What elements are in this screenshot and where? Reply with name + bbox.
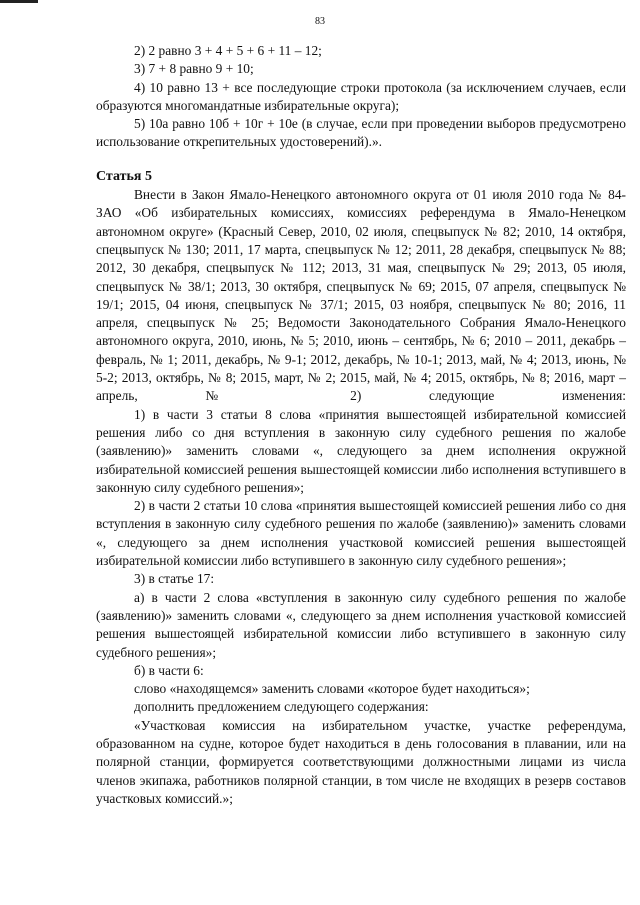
- amendment-3b: б) в части 6:: [134, 662, 204, 678]
- formula-line-5: 5) 10а равно 10б + 10г + 10е (в случае, если при проведении выборов предусмотрено использование открепительных удостоверений).».: [96, 116, 626, 150]
- corner-mark: [0, 0, 38, 3]
- amendment-3b-quote: «Участковая комиссия на избирательном участке, участке референдума, образованном на судне, которое будет находиться в день голосования в плавании, или на полярной станции, формируется соответствующими должностными лицами из числа членов экипажа, работников полярной станции, в том числе не входящих в резерв составов участковых комиссий.»;: [96, 717, 626, 806]
- document-body: [96, 42, 626, 808]
- page-number: 83: [315, 16, 325, 27]
- amendment-1: 1) в части 3 статьи 8 слова «принятия вышестоящей избирательной комиссией решения либо со дня вступления в законную силу судебного решения по жалобе (заявлению)» заменить словами «, следующего за днем исполнения окружной избирательной комиссией решения вышестоящей комиссии либо исполнения вступившего в законную силу судебного решения»;: [96, 406, 626, 495]
- amendment-3b-add: дополнить предложением следующего содержания:: [134, 699, 429, 715]
- amendment-3: 3) в статье 17:: [134, 571, 215, 587]
- article-heading: Статья 5: [96, 168, 152, 184]
- article-intro-paragraph: Внести в Закон Ямало-Ненецкого автономного округа от 01 июля 2010 года № 84-ЗАО «Об избирательных комиссиях, комиссиях референдума в Ямало-Ненецком автономном округе» (Красный Север, 2010, 02 июля, спецвыпуск № 82; 2010, 14 октября, спецвыпуск № 130; 2011, 17 марта, спецвыпуск № 12; 2011, 28 декабря, спецвыпуск № 88; 2012, 30 декабря, спецвыпуск № 112; 2013, 31 мая, спецвыпуск № 29; 2013, 05 июля, спецвыпуск № 38/1; 2013, 30 октября, спецвыпуск № 69; 2015, 07 апреля, спецвыпуск № 19/1; 2015, 04 июня, спецвыпуск № 37/1; 2015, 03 ноября, спецвыпуск № 80; 2016, 11 апреля, спецвыпуск № 25; Ведомости Законодательного Собрания Ямало-Ненецкого автономного округа, 2010, июнь, № 5; 2010, июнь – сентябрь, № 6; 2010 – 2011, декабрь – февраль, № 1; 2011, декабрь, № 9-1; 2012, декабрь, № 10-1; 2013, май, № 4; 2013, июнь, № 5-2; 2013, октябрь, № 8; 2015, март, № 2; 2015, май, № 4; 2015, октябрь, № 8; 2016, март – апрель, № 2) следующие изменения:: [96, 187, 626, 404]
- formula-line-2: 2) 2 равно 3 + 4 + 5 + 6 + 11 – 12;: [134, 43, 322, 58]
- amendment-3a: а) в части 2 слова «вступления в законную силу судебного решения по жалобе (заявлению)» заменить словами «, следующего за днем исполнения участковой комиссией решения вышестоящей избирательной комиссии либо вступившего в законную силу судебного решения»;: [96, 589, 626, 660]
- formula-line-3: 3) 7 + 8 равно 9 + 10;: [134, 61, 254, 77]
- formula-line-4: 4) 10 равно 13 + все последующие строки протокола (за исключением случаев, если образуются многомандатные избирательные округа);: [96, 79, 626, 113]
- amendment-3b-word: слово «находящемся» заменить словами «которое будет находиться»;: [134, 681, 530, 697]
- amendment-2: 2) в части 2 статьи 10 слова «принятия вышестоящей комиссией решения либо со дня вступления в законную силу судебного решения по жалобе (заявлению)» заменить словами «, следующего за днем исполнения участковой комиссией решения вышестоящей избирательной комиссии либо вступившего в законную силу судебного решения»;: [96, 498, 626, 569]
